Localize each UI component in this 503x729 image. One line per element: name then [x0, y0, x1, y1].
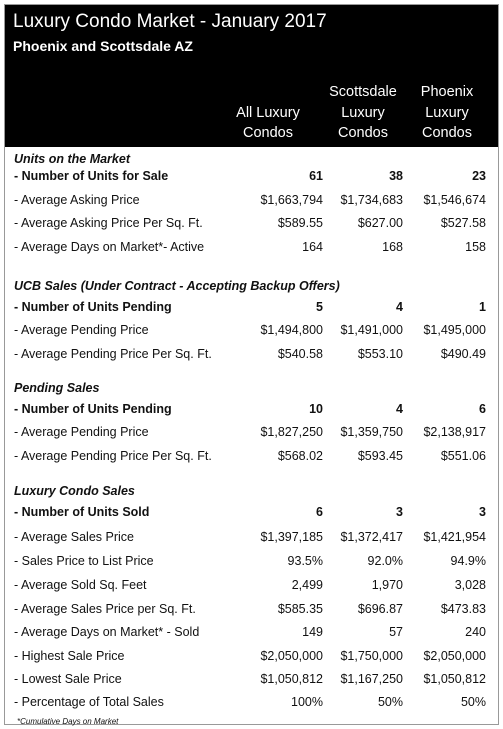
column-header-line: Condos [338, 125, 388, 141]
table-row [5, 621, 498, 644]
table-row [5, 343, 498, 366]
value-scottsdale: $553.10 [357, 347, 403, 361]
report-header [5, 5, 498, 147]
row-label: - Average Sales Price [14, 530, 134, 544]
value-scottsdale: $627.00 [357, 216, 403, 230]
table-row [5, 296, 498, 319]
row-label: - Highest Sale Price [14, 649, 125, 663]
section-title: Units on the Market [14, 152, 130, 166]
value-all: 61 [309, 169, 323, 183]
value-scottsdale: 57 [389, 625, 403, 639]
table-row [5, 645, 498, 668]
value-phoenix: $1,546,674 [423, 193, 486, 207]
value-scottsdale: $1,491,000 [340, 323, 403, 337]
value-all: 10 [309, 402, 323, 416]
row-label: - Average Days on Market*- Active [14, 240, 205, 254]
row-label: - Number of Units Pending [14, 402, 172, 416]
column-header-line: Scottsdale [329, 84, 397, 100]
value-phoenix: 1 [479, 300, 486, 314]
value-phoenix: $551.06 [440, 449, 486, 463]
table-row [5, 501, 498, 524]
column-header-phoenix [402, 82, 492, 144]
row-label: - Average Days on Market* - Sold [14, 625, 200, 639]
value-all: $589.55 [277, 216, 323, 230]
value-scottsdale: $1,750,000 [340, 649, 403, 663]
value-scottsdale: $696.87 [357, 602, 403, 616]
table-row [5, 550, 498, 573]
value-all: 2,499 [291, 578, 323, 592]
table-row [5, 212, 498, 235]
value-phoenix: $490.49 [440, 347, 486, 361]
column-header-all [223, 82, 313, 144]
value-scottsdale: $1,167,250 [340, 672, 403, 686]
value-phoenix: 3,028 [454, 578, 486, 592]
table-row [5, 319, 498, 342]
row-label: - Average Asking Price Per Sq. Ft. [14, 216, 203, 230]
value-scottsdale: $1,372,417 [340, 530, 403, 544]
value-all: 93.5% [287, 554, 323, 568]
value-scottsdale: 38 [389, 169, 403, 183]
report-subtitle: Phoenix and Scottsdale AZ [13, 38, 193, 54]
row-label: - Number of Units for Sale [14, 169, 169, 183]
row-label: - Average Sold Sq. Feet [14, 578, 147, 592]
row-label: - Average Sales Price per Sq. Ft. [14, 602, 196, 616]
value-all: $568.02 [277, 449, 323, 463]
row-label: - Average Asking Price [14, 193, 140, 207]
value-phoenix: 94.9% [450, 554, 486, 568]
column-header-line: Phoenix [420, 84, 474, 100]
value-phoenix: $1,421,954 [423, 530, 486, 544]
value-phoenix: $2,050,000 [423, 649, 486, 663]
value-all: 5 [316, 300, 323, 314]
value-phoenix: 6 [479, 402, 486, 416]
table-row [5, 691, 498, 714]
value-scottsdale: 4 [396, 300, 403, 314]
row-label: - Average Pending Price [14, 425, 149, 439]
value-all: 149 [302, 625, 323, 639]
market-report [4, 4, 499, 725]
row-label: - Percentage of Total Sales [14, 695, 164, 709]
table-row [5, 574, 498, 597]
column-header-line: Luxury [425, 104, 469, 121]
value-phoenix: 50% [460, 695, 486, 709]
value-all: $1,397,185 [260, 530, 323, 544]
column-header-line: Condos [243, 125, 293, 141]
value-phoenix: $473.83 [440, 602, 486, 616]
table-row [5, 598, 498, 621]
row-label: - Average Pending Price Per Sq. Ft. [14, 347, 212, 361]
row-label: - Sales Price to List Price [14, 554, 154, 568]
table-row [5, 445, 498, 468]
footnote: *Cumulative Days on Market [17, 717, 119, 726]
table-row [5, 236, 498, 259]
value-phoenix: $1,050,812 [423, 672, 486, 686]
value-all: $1,494,800 [260, 323, 323, 337]
report-title: Luxury Condo Market - January 2017 [13, 11, 327, 32]
value-all: $1,827,250 [260, 425, 323, 439]
value-scottsdale: 92.0% [367, 554, 403, 568]
section-title: Luxury Condo Sales [14, 484, 135, 498]
value-all: 164 [302, 240, 323, 254]
value-phoenix: $527.58 [440, 216, 486, 230]
column-header-scottsdale [318, 82, 408, 144]
value-phoenix: 240 [465, 625, 486, 639]
value-scottsdale: $1,359,750 [340, 425, 403, 439]
column-header-line: All Luxury [236, 104, 300, 121]
row-label: - Average Pending Price Per Sq. Ft. [14, 449, 212, 463]
value-phoenix: $2,138,917 [423, 425, 486, 439]
value-all: $1,663,794 [260, 193, 323, 207]
value-all: $2,050,000 [260, 649, 323, 663]
value-phoenix: $1,495,000 [423, 323, 486, 337]
table-row [5, 526, 498, 549]
value-phoenix: 3 [479, 505, 486, 519]
value-scottsdale: 4 [396, 402, 403, 416]
section-title: Pending Sales [14, 381, 100, 395]
table-row [5, 189, 498, 212]
value-scottsdale: 3 [396, 505, 403, 519]
row-label: - Lowest Sale Price [14, 672, 122, 686]
column-header-line: Condos [422, 125, 472, 141]
table-row [5, 668, 498, 691]
row-label: - Number of Units Sold [14, 505, 150, 519]
value-all: $540.58 [277, 347, 323, 361]
value-phoenix: 23 [472, 169, 486, 183]
column-header-line [223, 82, 313, 103]
value-all: 6 [316, 505, 323, 519]
section-title: UCB Sales (Under Contract - Accepting Backup Offers) [14, 279, 340, 293]
table-row [5, 165, 498, 188]
value-scottsdale: 50% [377, 695, 403, 709]
value-scottsdale: 1,970 [371, 578, 403, 592]
table-row [5, 421, 498, 444]
value-phoenix: 158 [465, 240, 486, 254]
value-all: $585.35 [277, 602, 323, 616]
value-scottsdale: 168 [382, 240, 403, 254]
value-scottsdale: $1,734,683 [340, 193, 403, 207]
table-row [5, 398, 498, 421]
row-label: - Average Pending Price [14, 323, 149, 337]
column-header-line: Luxury [341, 104, 385, 121]
value-all: 100% [291, 695, 323, 709]
value-scottsdale: $593.45 [357, 449, 403, 463]
row-label: - Number of Units Pending [14, 300, 172, 314]
value-all: $1,050,812 [260, 672, 323, 686]
